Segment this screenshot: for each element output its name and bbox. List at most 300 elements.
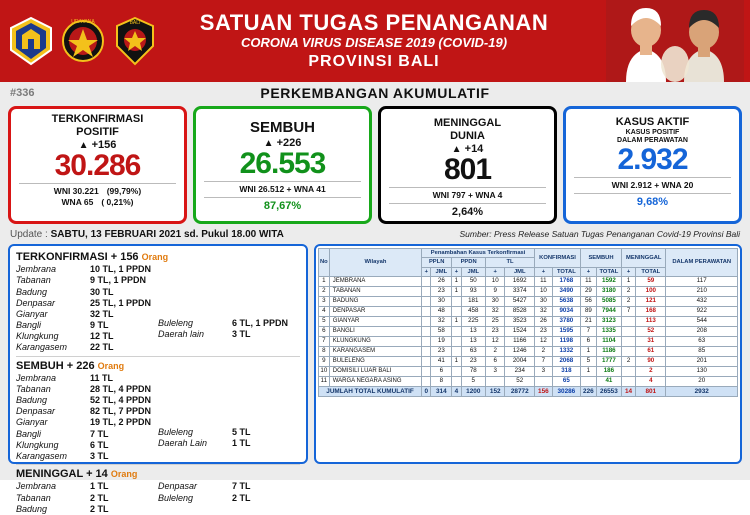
cell-ppln xyxy=(422,327,431,337)
region-value: 9 TL, 1 PPDN xyxy=(90,275,147,286)
table-row xyxy=(319,347,738,357)
cell-ppln xyxy=(422,307,431,317)
col-no: No xyxy=(319,249,330,277)
cell-aktif: 210 xyxy=(666,287,738,297)
region-value: 2 TL xyxy=(90,503,109,514)
cell-tl2: 52 xyxy=(505,377,535,387)
col-sembuh: SEMBUH xyxy=(580,249,621,268)
cell-aktif: 544 xyxy=(666,317,738,327)
cell-ming_tot: 59 xyxy=(636,277,666,287)
cell-ppln2: 6 xyxy=(431,367,452,377)
region-name: Buleleng xyxy=(158,426,194,437)
col-dalam-perawatan: DALAM PERAWATAN xyxy=(666,249,738,277)
table-row xyxy=(319,327,738,337)
daily-breakdown-panel xyxy=(8,244,308,514)
region-value: 5 TL xyxy=(232,426,251,437)
cell-ppdn xyxy=(452,297,461,307)
cell-ming_tot: 168 xyxy=(636,307,666,317)
cell-aktif: 208 xyxy=(666,327,738,337)
group-heading xyxy=(16,467,300,481)
cell-konf_plus: 7 xyxy=(535,357,553,367)
sub-konf-total: TOTAL xyxy=(552,267,580,276)
card-subtitle-line2: DALAM PERAWATAN xyxy=(617,136,688,144)
region-name: Buleleng xyxy=(158,318,194,329)
cell-konf_tot: 3490 xyxy=(552,287,580,297)
cell-konf_plus: 32 xyxy=(535,307,553,317)
total-tl2: 28772 xyxy=(505,387,535,397)
card-wni-label: WNI 30.221 xyxy=(53,186,99,197)
svg-text:BALI: BALI xyxy=(129,20,141,26)
card-divider-2 xyxy=(389,203,546,204)
cell-ppdn2: 13 xyxy=(461,327,485,337)
total-aktif: 2932 xyxy=(666,387,738,397)
cell-wilayah: DENPASAR xyxy=(329,307,421,317)
cell-no: 7 xyxy=(319,337,330,347)
cell-wilayah: JEMBRANA xyxy=(329,277,421,287)
cell-ppdn2: 23 xyxy=(461,357,485,367)
list-item xyxy=(158,493,300,504)
region-value: 32 TL xyxy=(90,308,114,319)
total-label: JUMLAH TOTAL KUMULATIF xyxy=(319,387,422,397)
card-breakdown: WNI 797 + WNA 4 xyxy=(432,190,503,201)
cell-aktif: 20 xyxy=(666,377,738,387)
table-row xyxy=(319,377,738,387)
cell-tl: 23 xyxy=(486,327,505,337)
cell-ppln2: 32 xyxy=(431,317,452,327)
cell-semb_plus: 11 xyxy=(580,277,596,287)
cell-aktif: 117 xyxy=(666,277,738,287)
sub-semb-plus: + xyxy=(580,267,596,276)
region-name: Tabanan xyxy=(16,492,51,503)
list-item xyxy=(158,329,300,340)
region-name: Bangli xyxy=(16,428,42,439)
region-value: 1 TL xyxy=(90,481,109,492)
total-semb_plus: 226 xyxy=(580,387,596,397)
cell-ming_tot: 31 xyxy=(636,337,666,347)
cell-ppdn2: 458 xyxy=(461,307,485,317)
card-number: 26.553 xyxy=(239,147,326,181)
total-semb_tot: 26553 xyxy=(596,387,621,397)
cell-semb_tot: 41 xyxy=(596,377,621,387)
cell-tl: 10 xyxy=(486,277,505,287)
card-subtitle-line1: KASUS POSITIF xyxy=(625,128,680,136)
cell-ppln2: 23 xyxy=(431,347,452,357)
total-ppdn2: 1200 xyxy=(461,387,485,397)
card-title-line2: DUNIA xyxy=(450,129,485,142)
table-row xyxy=(319,337,738,347)
cell-ppdn2: 93 xyxy=(461,287,485,297)
cell-semb_tot: 1186 xyxy=(596,347,621,357)
cell-ming_plus xyxy=(622,367,636,377)
cell-semb_tot: 1335 xyxy=(596,327,621,337)
card-breakdown: WNI 26.512 + WNA 41 xyxy=(239,184,326,195)
cell-tl2: 234 xyxy=(505,367,535,377)
list-item xyxy=(16,440,158,451)
region-value: 9 TL xyxy=(90,320,109,331)
card-number: 801 xyxy=(443,153,492,187)
cell-wilayah: BADUNG xyxy=(329,297,421,307)
cell-wilayah: GIANYAR xyxy=(329,317,421,327)
total-ppln2: 314 xyxy=(431,387,452,397)
table-total-row xyxy=(319,387,738,397)
total-ppdn: 4 xyxy=(452,387,461,397)
cell-ppln xyxy=(422,297,431,307)
list-item xyxy=(16,481,158,492)
table-body xyxy=(319,277,738,397)
cell-tl2: 3374 xyxy=(505,287,535,297)
cell-semb_plus: 5 xyxy=(580,357,596,367)
card-delta-value: +226 xyxy=(276,137,302,150)
header-line-1: SATUAN TUGAS PENANGANAN xyxy=(199,9,549,35)
list-item xyxy=(16,298,158,309)
cell-konf_plus: 3 xyxy=(535,367,553,377)
cell-ppln2: 48 xyxy=(431,307,452,317)
cell-no: 3 xyxy=(319,297,330,307)
cell-ppln2: 8 xyxy=(431,377,452,387)
card-title-line1: KASUS AKTIF xyxy=(615,116,690,128)
cell-ppln xyxy=(422,287,431,297)
cell-ppln2: 26 xyxy=(431,277,452,287)
cell-semb_tot: 7944 xyxy=(596,307,621,317)
card-kasus-aktif xyxy=(563,106,742,224)
region-value: 11 TL xyxy=(90,372,114,383)
cell-tl: 30 xyxy=(486,297,505,307)
cell-ppln xyxy=(422,317,431,327)
cell-konf_tot: 65 xyxy=(552,377,580,387)
cell-no: 8 xyxy=(319,347,330,357)
card-divider xyxy=(19,183,176,184)
region-value: 52 TL, 4 PPDN xyxy=(90,395,152,406)
cell-wilayah: DOMISILI LUAR BALI xyxy=(329,367,421,377)
cell-ming_plus: 7 xyxy=(622,307,636,317)
cell-ppln2: 41 xyxy=(431,357,452,367)
cell-semb_plus: 89 xyxy=(580,307,596,317)
cell-ppdn xyxy=(452,347,461,357)
cell-semb_plus: 21 xyxy=(580,317,596,327)
cell-ppdn: 1 xyxy=(452,287,461,297)
update-value: SABTU, 13 FEBRUARI 2021 sd. Pukul 18.00 WITA xyxy=(50,228,284,240)
cell-ppdn2: 50 xyxy=(461,277,485,287)
cell-semb_plus: 1 xyxy=(580,367,596,377)
cell-aktif: 85 xyxy=(666,347,738,357)
cell-aktif: 63 xyxy=(666,337,738,347)
cell-wilayah: TABANAN xyxy=(329,287,421,297)
region-name: Buleleng xyxy=(158,492,194,503)
cell-ppdn2: 63 xyxy=(461,347,485,357)
sub-plus: + xyxy=(452,267,461,276)
region-name: Denpasar xyxy=(16,297,56,308)
region-name: Klungkung xyxy=(16,439,59,450)
region-name: Jembrana xyxy=(16,481,57,492)
cell-semb_tot: 1777 xyxy=(596,357,621,367)
cell-konf_tot: 5638 xyxy=(552,297,580,307)
cell-ming_tot: 113 xyxy=(636,317,666,327)
cell-konf_plus: 2 xyxy=(535,347,553,357)
regional-table xyxy=(318,248,738,397)
update-label: Update : xyxy=(10,228,48,240)
cell-semb_plus: 56 xyxy=(580,297,596,307)
cell-semb_tot: 3180 xyxy=(596,287,621,297)
list-item xyxy=(16,395,158,406)
group-sembuh xyxy=(16,359,300,463)
card-percentage: 87,67% xyxy=(263,200,302,213)
header-line-2: CORONA VIRUS DISEASE 2019 (COVID-19) xyxy=(240,34,508,50)
cell-wilayah: BANGLI xyxy=(329,327,421,337)
list-item xyxy=(16,264,158,275)
region-name: Jembrana xyxy=(16,372,57,383)
list-item xyxy=(16,406,158,417)
cell-konf_plus: 10 xyxy=(535,287,553,297)
region-value: 7 TL xyxy=(232,481,251,492)
card-breakdown: WNI 2.912 + WNA 20 xyxy=(611,179,694,190)
cell-aktif: 922 xyxy=(666,307,738,317)
list-item xyxy=(16,504,158,515)
list-item xyxy=(16,275,158,286)
logo-group xyxy=(0,15,158,67)
cell-no: 10 xyxy=(319,367,330,377)
card-breakdown xyxy=(13,186,182,208)
cell-ppdn xyxy=(452,377,461,387)
cell-konf_tot: 3780 xyxy=(552,317,580,327)
cell-wilayah: KLUNGKUNG xyxy=(329,337,421,347)
group-heading xyxy=(16,250,300,264)
list-item xyxy=(158,438,300,449)
table-row xyxy=(319,357,738,367)
subheader-bar xyxy=(0,82,750,104)
cell-semb_plus: 6 xyxy=(580,337,596,347)
list-item xyxy=(158,481,300,492)
cell-tl: 25 xyxy=(486,317,505,327)
sub-plus: + xyxy=(422,267,431,276)
cell-tl: 12 xyxy=(486,337,505,347)
list-item xyxy=(16,493,158,504)
group-meninggal xyxy=(16,467,300,515)
group-heading xyxy=(16,359,300,373)
cell-ppln xyxy=(422,337,431,347)
cell-tl: 32 xyxy=(486,307,505,317)
region-value: 12 TL xyxy=(90,331,114,342)
cell-tl2: 2004 xyxy=(505,357,535,367)
cell-ming_plus xyxy=(622,327,636,337)
group-column-2 xyxy=(158,373,300,462)
total-ming_tot: 801 xyxy=(636,387,666,397)
cell-tl xyxy=(486,377,505,387)
cell-ppln xyxy=(422,347,431,357)
col-ppln: PPLN xyxy=(422,258,452,267)
card-divider xyxy=(574,177,731,178)
card-sembuh xyxy=(193,106,372,224)
udayana-military-emblem-icon xyxy=(60,15,106,67)
card-delta-value: +14 xyxy=(464,143,484,156)
table-row xyxy=(319,317,738,327)
card-wni-pct: (99,79%) xyxy=(106,186,142,197)
cell-ming_plus: 1 xyxy=(622,277,636,287)
header xyxy=(0,0,750,82)
card-title-line2: POSITIF xyxy=(76,125,119,138)
cell-ppln xyxy=(422,357,431,367)
group-column-1 xyxy=(16,373,158,462)
cell-ppdn xyxy=(452,307,461,317)
card-percentage: 9,68% xyxy=(636,195,669,208)
card-percentage: 2,64% xyxy=(451,206,484,219)
total-ming_plus: 14 xyxy=(622,387,636,397)
cell-ppdn xyxy=(452,337,461,347)
sub-ming-plus: + xyxy=(622,267,636,276)
region-name: Tabanan xyxy=(16,275,51,286)
region-value: 22 TL xyxy=(90,342,114,353)
group-column-1 xyxy=(16,481,158,514)
sub-jml: JML xyxy=(505,267,535,276)
cell-ming_plus: 2 xyxy=(622,357,636,367)
cell-ming_plus: 2 xyxy=(622,287,636,297)
list-item xyxy=(16,417,158,428)
card-title-line1: TERKONFIRMASI xyxy=(51,113,144,125)
summary-cards xyxy=(0,104,750,224)
table-row xyxy=(319,277,738,287)
cell-ming_tot: 100 xyxy=(636,287,666,297)
col-tl: TL xyxy=(486,258,535,267)
region-value: 1 TL xyxy=(232,438,251,448)
region-value: 28 TL, 4 PPDN xyxy=(90,384,152,394)
cell-ming_plus xyxy=(622,317,636,327)
list-item xyxy=(16,287,158,298)
table-head xyxy=(319,249,738,277)
region-name: Denpasar xyxy=(16,406,56,417)
col-ppdn: PPDN xyxy=(452,258,486,267)
cell-aktif: 201 xyxy=(666,357,738,367)
update-text xyxy=(10,229,284,240)
cell-wilayah: WARGA NEGARA ASING xyxy=(329,377,421,387)
card-number: 30.286 xyxy=(54,149,141,183)
cell-tl2: 3523 xyxy=(505,317,535,327)
cell-ppln2: 23 xyxy=(431,287,452,297)
cell-tl2: 1166 xyxy=(505,337,535,347)
cell-ppdn2: 181 xyxy=(461,297,485,307)
list-item xyxy=(158,427,300,438)
cell-tl2: 1692 xyxy=(505,277,535,287)
group-heading-unit: Orang xyxy=(141,252,169,262)
cell-ppln xyxy=(422,367,431,377)
region-name: Badung xyxy=(16,395,48,406)
table-row xyxy=(319,287,738,297)
cell-ppdn2: 78 xyxy=(461,367,485,377)
card-divider-2 xyxy=(204,197,361,198)
cell-no: 9 xyxy=(319,357,330,367)
region-value: 82 TL, 7 PPDN xyxy=(90,406,152,417)
cell-ming_plus xyxy=(622,337,636,347)
total-konf_plus: 156 xyxy=(535,387,553,397)
total-tl: 152 xyxy=(486,387,505,397)
cell-ppln2: 30 xyxy=(431,297,452,307)
card-delta-value: +156 xyxy=(91,139,117,152)
body-panels xyxy=(0,244,750,514)
sub-jml: JML xyxy=(461,267,485,276)
cell-semb_plus xyxy=(580,377,596,387)
cell-konf_tot: 9034 xyxy=(552,307,580,317)
group-heading-unit: Orang xyxy=(110,469,138,480)
cell-semb_tot: 186 xyxy=(596,367,621,377)
header-title xyxy=(158,11,600,71)
list-item xyxy=(16,320,158,331)
cell-ming_tot: 121 xyxy=(636,297,666,307)
regional-table-panel xyxy=(314,244,742,464)
cell-konf_plus: 11 xyxy=(535,277,553,287)
panel-divider xyxy=(16,356,300,357)
list-item xyxy=(16,342,158,353)
region-value: 19 TL, 2 PPDN xyxy=(90,417,152,428)
region-value: 6 TL, 1 PPDN xyxy=(232,318,289,329)
cell-konf_plus: 30 xyxy=(535,297,553,307)
card-delta: ▲ +156 xyxy=(78,139,117,152)
group-heading-unit: Orang xyxy=(97,360,125,371)
cell-no: 1 xyxy=(319,277,330,287)
cell-konf_tot: 1768 xyxy=(552,277,580,287)
cell-ppdn2: 13 xyxy=(461,337,485,347)
region-name: Gianyar xyxy=(16,417,48,428)
bali-police-emblem-icon xyxy=(112,15,158,67)
list-item xyxy=(16,331,158,342)
region-value: 3 TL xyxy=(90,450,109,461)
col-penambahan: Penambahan Kasus Terkonfirmasi xyxy=(422,249,535,258)
region-name: Badung xyxy=(16,286,48,297)
cell-ppdn xyxy=(452,327,461,337)
cell-semb_plus: 7 xyxy=(580,327,596,337)
region-value: 3 TL xyxy=(232,329,251,340)
col-meninggal: MENINGGAL xyxy=(622,249,666,268)
table-row xyxy=(319,367,738,377)
group-heading-text: SEMBUH + 226 xyxy=(16,359,95,372)
sub-plus: + xyxy=(486,267,505,276)
cell-tl: 2 xyxy=(486,347,505,357)
region-name: Klungkung xyxy=(16,331,59,342)
cell-ppdn: 1 xyxy=(452,357,461,367)
card-divider xyxy=(389,187,546,188)
cell-aktif: 130 xyxy=(666,367,738,377)
list-item xyxy=(16,451,158,462)
region-name: Bangli xyxy=(16,320,42,331)
region-name: Daerah lain xyxy=(158,329,205,340)
cell-ppln xyxy=(422,277,431,287)
card-divider-2 xyxy=(574,193,731,194)
list-item xyxy=(16,384,158,395)
cell-konf_tot: 318 xyxy=(552,367,580,377)
card-number: 2.932 xyxy=(617,142,688,176)
subheader-title: PERKEMBANGAN AKUMULATIF xyxy=(260,85,490,101)
region-name: Gianyar xyxy=(16,308,48,319)
region-name: Karangasem xyxy=(16,342,68,353)
card-title-line1: SEMBUH xyxy=(249,119,315,136)
card-wna-pct: ( 0,21%) xyxy=(101,197,134,208)
card-title-line1: MENINGGAL xyxy=(433,117,502,129)
cell-ppdn: 1 xyxy=(452,277,461,287)
total-ppln: 0 xyxy=(422,387,431,397)
region-value: 30 TL xyxy=(90,286,114,297)
card-wna-label: WNA 65 xyxy=(61,197,94,208)
cell-tl: 3 xyxy=(486,367,505,377)
cell-no: 11 xyxy=(319,377,330,387)
cell-konf_plus: 12 xyxy=(535,337,553,347)
cell-no: 4 xyxy=(319,307,330,317)
header-line-3: PROVINSI BALI xyxy=(308,53,440,71)
table-row xyxy=(319,297,738,307)
list-item xyxy=(158,318,300,329)
card-divider xyxy=(204,181,361,182)
region-name: Tabanan xyxy=(16,384,51,394)
edition-code: #336 xyxy=(10,87,35,99)
list-item xyxy=(16,309,158,320)
cell-ppln xyxy=(422,377,431,387)
cell-ppdn: 1 xyxy=(452,317,461,327)
